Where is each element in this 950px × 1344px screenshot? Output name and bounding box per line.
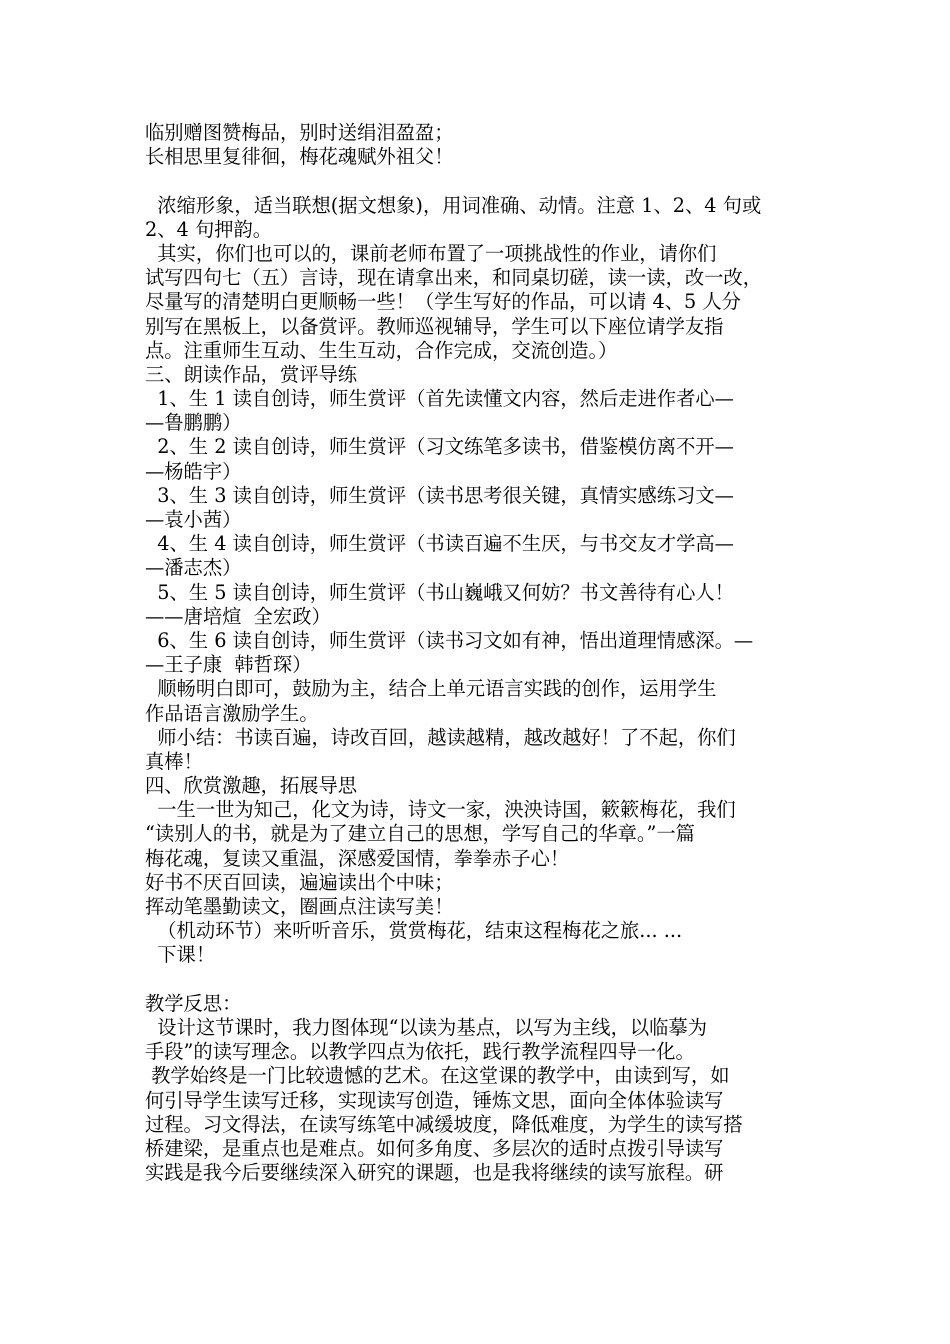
text-line: 教学反思： <box>145 991 242 1015</box>
text-line: 过程。习文得法，在读写练笔中减缓坡度，降低难度，为学生的读写搭 <box>145 1112 743 1136</box>
text-line: 浓缩形象，适当联想(据文想象)，用词准确、动情。注意 1、2、4 句或 <box>145 193 762 217</box>
text-line: 何引导学生读写迁移，实现读写创造，锤炼文思，面向全体体验读写 <box>145 1088 724 1112</box>
blank-line <box>145 169 810 193</box>
text-line: —杨皓宇） <box>145 459 242 483</box>
text-line: 2、4 句押韵。 <box>145 217 273 241</box>
text-line: 其实，你们也可以的，课前老师布置了一项挑战性的作业，请你们 <box>145 241 717 265</box>
text-line: 真棒！ <box>145 749 203 773</box>
text-line: 下课！ <box>145 943 216 967</box>
text-line: 3、生 3 读自创诗，师生赏评（读书思考很关键，真情实感练习文— <box>145 483 734 507</box>
text-line: 四、欣赏激趣，拓展导思 <box>145 774 358 798</box>
text-line: 一生一世为知己，化文为诗，诗文一家，泱泱诗国，簌簌梅花，我们 <box>145 798 736 822</box>
text-line: —袁小茜） <box>145 508 242 531</box>
text-line: （机动环节）来听听音乐，赏赏梅花，结束这程梅花之旅... ... <box>145 919 683 943</box>
document-body <box>145 121 810 1185</box>
text-line: 好书不厌百回读，遍遍读出个中味； <box>145 870 454 894</box>
text-line: 顺畅明白即可，鼓励为主，结合上单元语言实践的创作，运用学生 <box>145 677 717 701</box>
text-line: 试写四句七（五）言诗，现在请拿出来，和同桌切磋，读一读，改一改， <box>145 266 762 290</box>
text-line: 三、朗读作品，赏评导练 <box>145 362 358 386</box>
text-line: 点。注重师生互动、生生互动，合作完成，交流创造。） <box>145 338 618 362</box>
text-line: 梅花魂，复读又重温，深感爱国情，拳拳赤子心！ <box>145 846 570 870</box>
text-line: 临别赠图赞梅品，别时送绢泪盈盈； <box>145 121 454 144</box>
text-line: —潘志杰） <box>145 556 242 580</box>
text-line: 挥动笔墨勤读文，圈画点注读写美！ <box>145 895 454 918</box>
text-line: 设计这节课时，我力图体现“以读为基点，以写为主线，以临摹为 <box>145 1015 707 1039</box>
text-line: —鲁鹏鹏） <box>145 411 242 435</box>
text-line: 师小结：书读百遍，诗改百回，越读越精，越改越好！了不起，你们 <box>145 725 736 749</box>
text-line: 教学始终是一门比较遗憾的艺术。在这堂课的教学中，由读到写，如 <box>145 1064 730 1088</box>
text-line: 尽量写的清楚明白更顺畅一些！（学生写好的作品，可以请 4、5 人分 <box>145 290 741 314</box>
blank-line <box>145 968 810 992</box>
text-line: —王子康 韩哲琛） <box>145 653 312 677</box>
text-line: 作品语言激励学生。 <box>145 701 319 725</box>
text-line: 手段”的读写理念。以教学四点为依托，践行教学流程四导一化。 <box>145 1040 695 1064</box>
text-line: ——唐培煊 全宏政） <box>145 604 331 628</box>
text-line: 实践是我今后要继续深入研究的课题，也是我将继续的读写旅程。研 <box>145 1161 724 1185</box>
text-line: 别写在黑板上，以备赏评。教师巡视辅导，学生可以下座位请学友指 <box>145 314 724 338</box>
text-line: 1、生 1 读自创诗，师生赏评（首先读懂文内容，然后走进作者心— <box>145 387 734 411</box>
text-line: 5、生 5 读自创诗，师生赏评（书山巍峨又何妨？书文善待有心人！ <box>145 580 734 604</box>
text-line: 2、生 2 读自创诗，师生赏评（习文练笔多读书，借鉴模仿离不开— <box>145 435 734 459</box>
text-line: 6、生 6 读自创诗，师生赏评（读书习文如有神，悟出道理情感深。— <box>145 628 754 652</box>
text-line: “读别人的书，就是为了建立自己的思想，学写自己的华章。”一篇 <box>145 822 695 846</box>
text-line: 4、生 4 读自创诗，师生赏评（书读百遍不生厌，与书交友才学高— <box>145 532 734 556</box>
text-line: 桥建梁，是重点也是难点。如何多角度、多层次的适时点拨引导读写 <box>145 1136 724 1160</box>
text-line: 长相思里复徘徊，梅花魂赋外祖父！ <box>145 145 454 169</box>
